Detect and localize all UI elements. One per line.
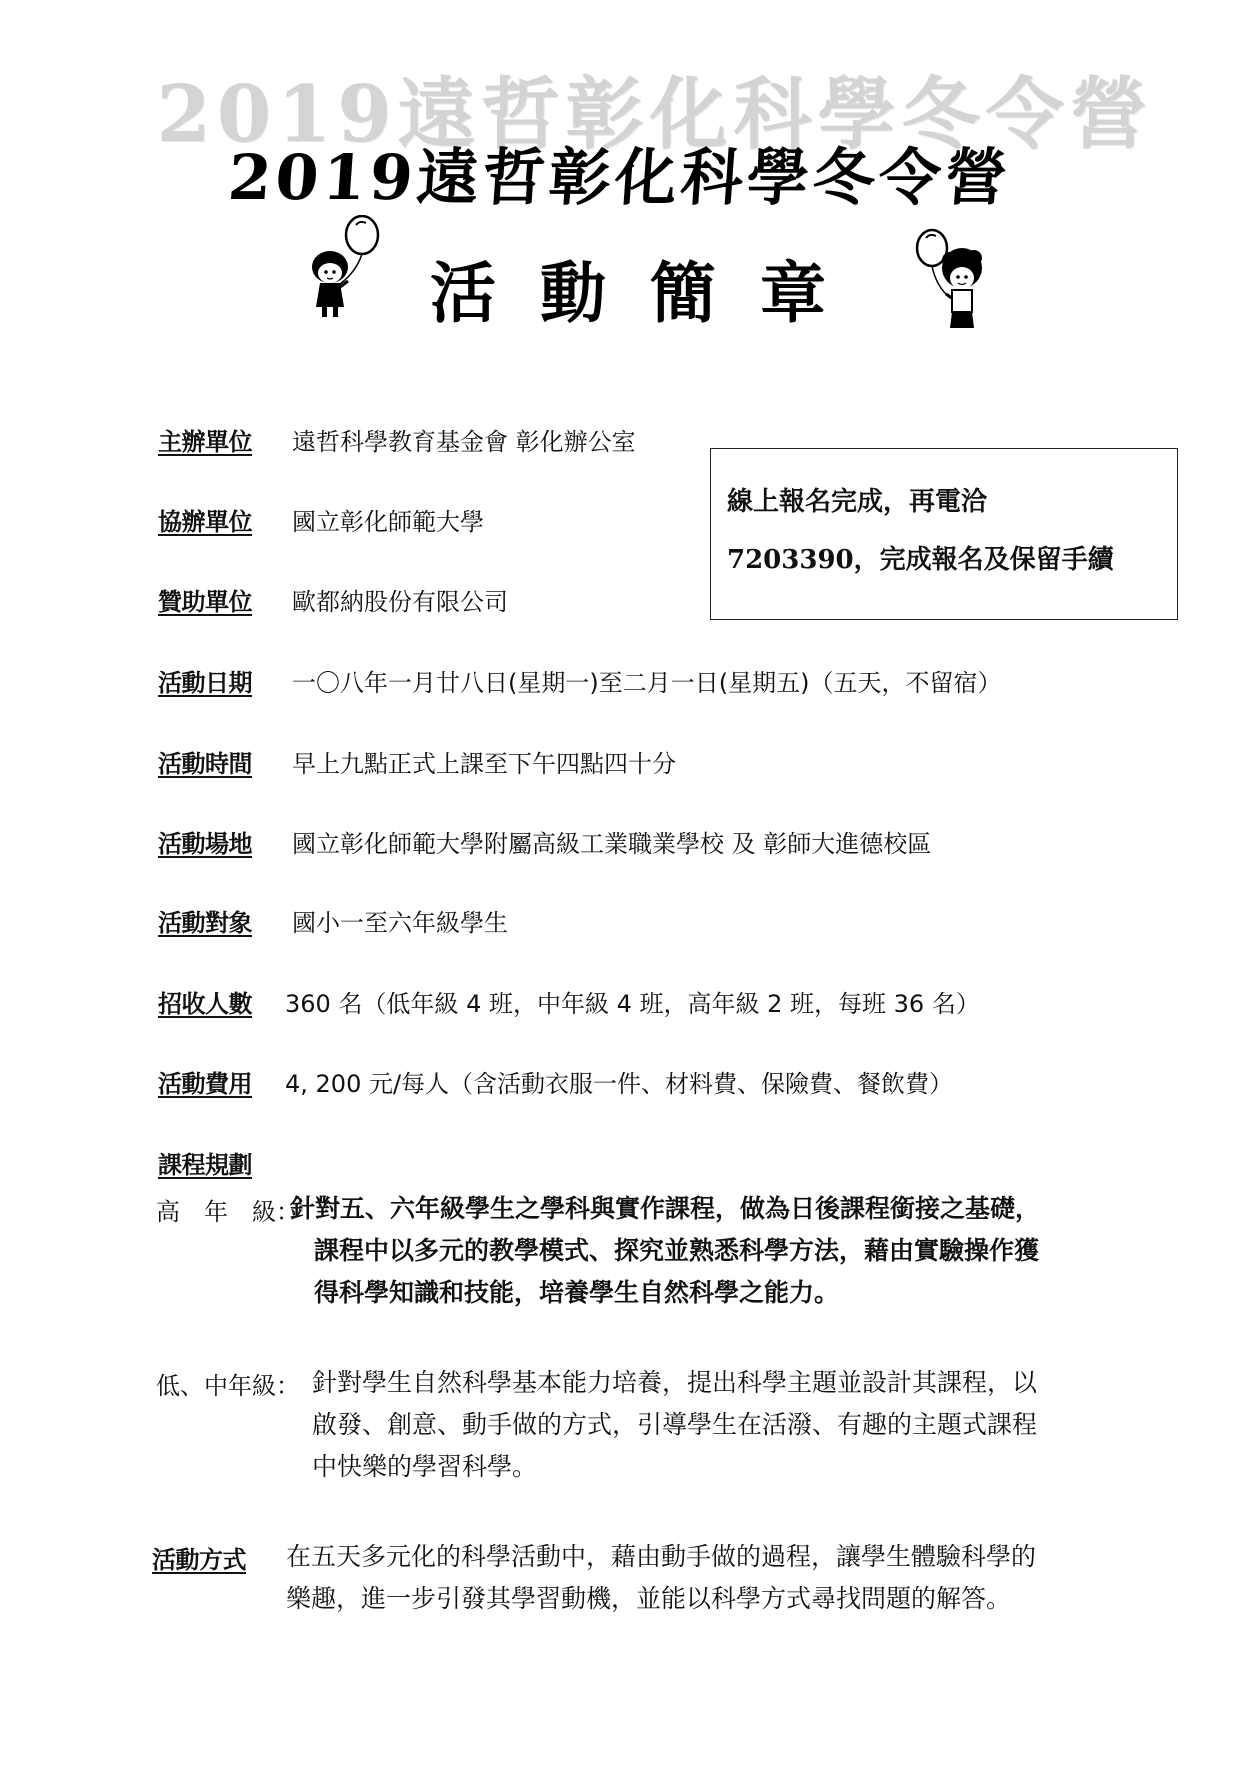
registration-notice-box [710,448,1178,620]
paragraph-line: 針對五、六年級學生之學科與實作課程，做為日後課程銜接之基礎， [290,1194,1041,1223]
paragraph-line: 中快樂的學習科學。 [312,1452,538,1481]
co-organizer-value: 國立彰化師範大學 [292,508,484,536]
boy-with-balloon-icon [910,228,1000,338]
enrollment-label: 招收人數 [158,990,252,1018]
paragraph-line: 在五天多元化的科學活動中，藉由動手做的過程，讓學生體驗科學的 [286,1542,1037,1571]
sponsor-label: 贊助單位 [158,588,252,616]
paragraph-line: 得科學知識和技能，培養學生自然科學之能力。 [314,1278,840,1307]
junior-grade-label: 低、中年級： [156,1372,300,1400]
notice-line: 線上報名完成，再電洽 [727,487,988,517]
time-label: 活動時間 [158,750,252,778]
fee-label: 活動費用 [158,1070,252,1098]
paragraph-line: 啟發、創意、動手做的方式，引導學生在活潑、有趣的主題式課程 [312,1410,1038,1439]
organizer-label: 主辦單位 [158,428,252,456]
time-value: 早上九點正式上課至下午四點四十分 [292,750,676,778]
venue-label: 活動場地 [158,830,252,858]
page-title: 2019遠哲彰化科學冬令營 [225,141,1014,214]
enrollment-value: 360 名（低年級 4 班，中年級 4 班，高年級 2 班，每班 36 名） [285,990,980,1018]
date-label: 活動日期 [158,669,252,697]
method-label: 活動方式 [152,1546,246,1574]
co-organizer-label: 協辦單位 [158,508,252,536]
paragraph-line: 樂趣，進一步引發其學習動機，並能以科學方式尋找問題的解答。 [286,1584,1012,1613]
venue-value: 國立彰化師範大學附屬高級工業職業學校 及 彰師大進德校區 [292,830,932,858]
curriculum-label: 課程規劃 [158,1151,252,1179]
senior-grade-description [290,1188,1041,1314]
target-value: 國小一至六年級學生 [292,909,508,937]
junior-grade-description [312,1362,1037,1488]
notice-line: 7203390，完成報名及保留手續 [727,545,1114,575]
watermark-title: 2019遠哲彰化科學冬令營 [156,69,1154,160]
organizer-value: 遠哲科學教育基金會 彰化辦公室 [292,428,636,456]
fee-value: 4, 200 元/每人（含活動衣服一件、材料費、保險費、餐飲費） [285,1070,954,1098]
paragraph-line: 針對學生自然科學基本能力培養，提出科學主題並設計其課程，以 [312,1368,1038,1397]
paragraph-line: 課程中以多元的教學模式、探究並熟悉科學方法，藉由實驗操作獲 [314,1236,1040,1265]
method-description [286,1536,1036,1620]
page-subtitle: 活動簡章 [430,255,870,332]
sponsor-value: 歐都納股份有限公司 [292,588,508,616]
girl-with-balloon-icon [300,215,390,325]
senior-grade-label: 高 年 級： [156,1198,300,1226]
date-value: 一〇八年一月廿八日(星期一)至二月一日(星期五)（五天，不留宿） [292,669,1002,697]
target-label: 活動對象 [158,909,252,937]
